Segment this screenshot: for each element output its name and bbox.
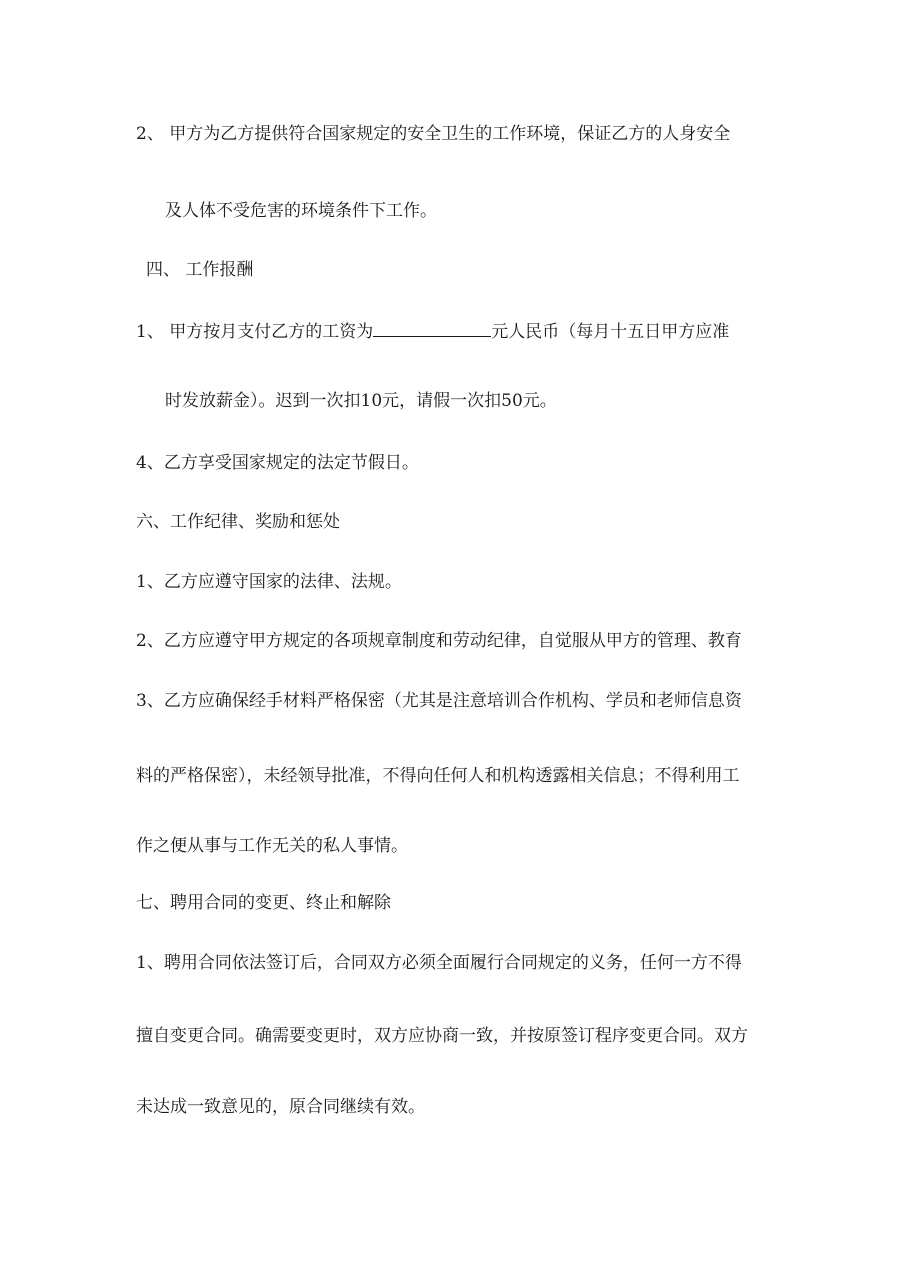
contract-change-line-3: 未达成一致意见的，原合同继续有效。 (136, 1097, 425, 1117)
discipline-clause-1: 1、乙方应遵守国家的法律、法规。 (136, 572, 402, 592)
section-heading-7: 七、聘用合同的变更、终止和解除 (136, 893, 391, 913)
confidentiality-clause-line-1: 3、乙方应确保经手材料严格保密（尤其是注意培训合作机构、学员和老师信息资 (136, 691, 742, 711)
contract-change-line-1: 1、聘用合同依法签订后，合同双方必须全面履行合同规定的义务，任何一方不得 (136, 953, 742, 973)
salary-clause-line-1 (136, 318, 729, 344)
section-heading-6: 六、工作纪律、奖励和惩处 (136, 512, 340, 532)
discipline-clause-2: 2、乙方应遵守甲方规定的各项规章制度和劳动纪律，自觉服从甲方的管理、教育 (136, 631, 742, 651)
section-heading-4: 四、 工作报酬 (146, 260, 254, 280)
clause-2-line-2: 及人体不受危害的环境条件下工作。 (165, 201, 437, 221)
salary-blank-field (373, 318, 491, 337)
holiday-clause: 4、乙方享受国家规定的法定节假日。 (136, 453, 419, 473)
contract-change-line-2: 擅自变更合同。确需要变更时，双方应协商一致，并按原签订程序变更合同。双方 (136, 1026, 748, 1046)
clause-2-line-1: 2、 甲方为乙方提供符合国家规定的安全卫生的工作环境，保证乙方的人身安全 (136, 124, 731, 144)
salary-clause-post: 元人民币（每月十五日甲方应准 (491, 322, 730, 342)
confidentiality-clause-line-3: 作之便从事与工作无关的私人事情。 (136, 836, 408, 856)
salary-clause-line-2: 时发放薪金）。迟到一次扣10元，请假一次扣50元。 (165, 391, 557, 411)
salary-clause-pre: 1、 甲方按月支付乙方的工资为 (136, 322, 374, 342)
confidentiality-clause-line-2: 料的严格保密），未经领导批准，不得向任何人和机构透露相关信息；不得利用工 (136, 766, 740, 786)
